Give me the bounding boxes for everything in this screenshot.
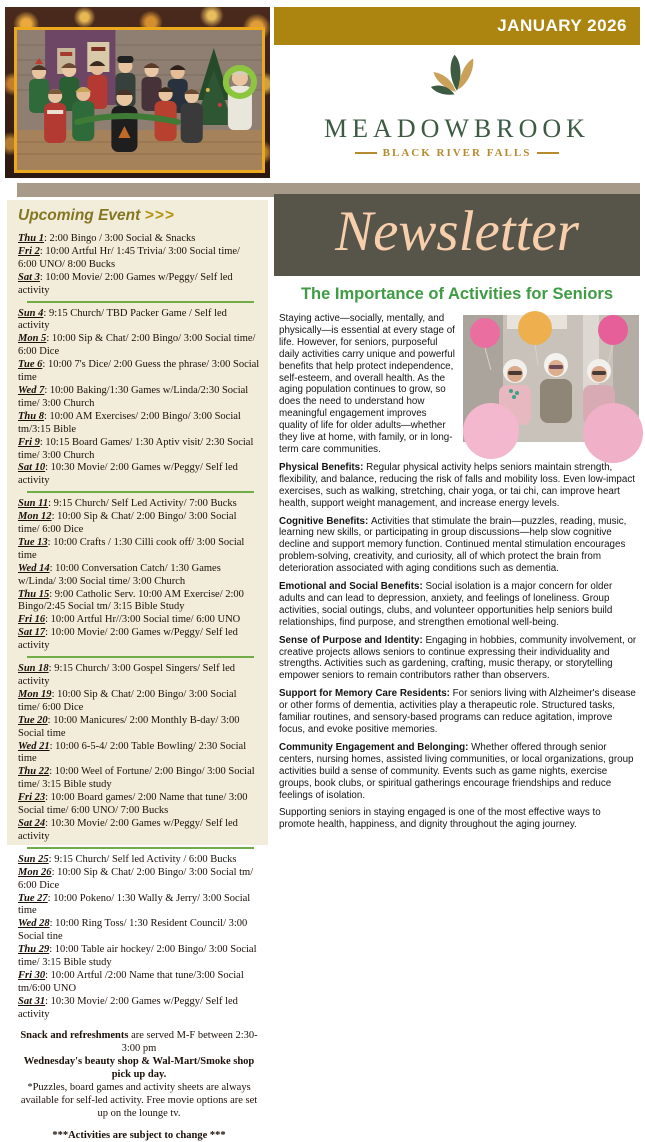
event-item: Thu 22: 10:00 Weel of Fortune/ 2:00 Bingo/ 3:00 Social time/ 3:15 Bible study — [18, 766, 255, 791]
event-item: Tue 6: 10:00 7's Dice/ 2:00 Guess the phrase/ 3:00 Social time — [18, 359, 260, 384]
event-day-label: Thu 1 — [18, 233, 44, 244]
article-paragraph: Sense of Purpose and Identity: Engaging in hobbies, community involvement, or creative projects allows seniors to continue expressing their individuality and strengths. Activities such as gardening, crafting, music therapy, or storytelling empower seniors to remain contributors rather than observers. — [279, 634, 637, 682]
event-item: Sun 11: 9:15 Church/ Self Led Activity/ 7:00 Bucks — [18, 498, 237, 510]
event-day-label: Mon 12 — [18, 511, 52, 523]
events-notes — [18, 1029, 260, 1142]
event-day-label: Wed 21 — [18, 740, 50, 752]
issue-date-banner — [274, 7, 640, 45]
article-paragraph: Supporting seniors in staying engaged is one of the most effective ways to promote health, happiness, and dignity throughout the aging journey. — [279, 807, 601, 831]
event-day-label: Mon 19 — [18, 688, 52, 700]
event-item: Tue 13: 10:00 Crafts / 1:30 Cilli cook off/ 3:00 Social time — [18, 536, 245, 561]
arrows-icon: >>> — [144, 207, 175, 224]
event-day-label: Tue 20 — [18, 714, 48, 726]
article-paragraph: Physical Benefits: Regular physical activity helps seniors maintain strength, flexibility, and balance, reducing the risk of falls and mobility loss. Even low-impact exercises, such as walking, stretching, chair yoga, or tai chi, can improve heart health, support weight management, and increase energy levels. — [279, 461, 635, 509]
seniors-photo — [463, 315, 639, 442]
event-item: Sat 3: 10:00 Movie/ 2:00 Games w/Peggy/ Self led activity — [18, 271, 233, 296]
issue-date: JANUARY 2026 — [497, 16, 627, 35]
event-item: Fri 16: 10:00 Artful Hr//3:00 Social time/ 6:00 UNO — [18, 614, 241, 626]
upcoming-events-title: Upcoming Event >>> — [18, 207, 175, 224]
brand-block — [274, 52, 640, 159]
event-week — [18, 663, 260, 844]
event-item: Sat 17: 10:00 Movie/ 2:00 Games w/Peggy/ Self led activity — [18, 627, 238, 652]
events-note: ***Activities are subject to change *** — [52, 1129, 226, 1141]
event-day-label: Sat 3 — [18, 271, 40, 283]
newsletter-title: Newsletter — [335, 199, 579, 263]
event-day-label: Sat 31 — [18, 995, 46, 1007]
event-item: Tue 27: 10:00 Pokeno/ 1:30 Wally & Jerry/ 3:00 Social time — [18, 892, 251, 917]
event-day-label: Tue 6 — [18, 359, 43, 371]
upcoming-events-panel — [7, 200, 268, 1141]
events-note: *Puzzles, board games and activity sheets are always available for self-led activity. Free movie options are set up on the lounge tv. — [20, 1081, 258, 1119]
article-paragraph: Staying active—socially, mentally, and physically—is essential at every stage of life. However, for seniors, purposeful daily activities carry unique and powerful benefits that help protect independence, self-esteem, and overall health. As the aging population continues to grow, so does the need to understand how meaningful engagement improves quality of life for older adults—whether they live at home, with family, or in long-term care communities. — [279, 313, 455, 455]
event-day-label: Tue 27 — [18, 892, 48, 904]
event-item: Thu 15: 9:00 Catholic Serv. 10:00 AM Exercise/ 2:00 Bingo/2:45 Social tm/ 3:15 Bible Study — [18, 588, 244, 613]
event-day-label: Sat 24 — [18, 817, 46, 829]
events-list — [18, 233, 260, 1022]
event-day-label: Thu 15 — [18, 588, 50, 600]
event-item: Mon 12: 10:00 Sip & Chat/ 2:00 Bingo/ 3:00 Social time/ 6:00 Dice — [18, 511, 237, 536]
event-item: Wed 28: 10:00 Ring Toss/ 1:30 Resident Council/ 3:00 Social tine — [18, 918, 248, 943]
week-divider — [27, 656, 254, 658]
meadowbrook-leaf-logo-icon — [426, 52, 488, 112]
event-item: Fri 9: 10:15 Board Games/ 1:30 Aptiv visit/ 2:30 Social time/ 3:00 Church — [18, 436, 254, 461]
event-week — [18, 854, 260, 1022]
event-day-label: Sun 18 — [18, 663, 49, 675]
week-divider — [27, 491, 254, 493]
event-day-label: Wed 14 — [18, 562, 50, 574]
event-week — [18, 498, 260, 653]
event-item: Sun 25: 9:15 Church/ Self led Activity / 6:00 Bucks — [18, 853, 237, 865]
event-item: Sat 31: 10:30 Movie/ 2:00 Games w/Peggy/ Self led activity — [18, 995, 238, 1020]
event-day-label: Thu 8 — [18, 410, 44, 422]
event-item: Fri 30: 10:00 Artful /2:00 Name that tune/3:00 Social tm/6:00 UNO — [18, 969, 244, 994]
event-day-label: Sun 11 — [18, 498, 49, 510]
event-item: Wed 14: 10:00 Conversation Catch/ 1:30 Games w/Linda/ 3:00 Social time/ 3:00 Church — [18, 562, 221, 587]
article-paragraph: Cognitive Benefits: Activities that stimulate the brain—puzzles, reading, music, learning new skills, or participating in group discussions—help slow cognitive decline and support memory function. Continued mental stimulation encourages problem-solving, creativity, and curiosity, all of which protect the brain from deterioration associated with aging conditions such as dementia. — [279, 515, 627, 575]
event-item: Wed 7: 10:00 Baking/1:30 Games w/Linda/2:30 Social time/ 3:00 Church — [18, 384, 249, 409]
event-day-label: Thu 22 — [18, 766, 50, 778]
seniors-photo-illustration — [463, 315, 639, 442]
newsletter-banner — [274, 194, 640, 276]
event-day-label: Mon 26 — [18, 866, 52, 878]
article-paragraph: Community Engagement and Belonging: Whether offered through senior centers, nursing homes, assisted living communities, or local organizations, group activities build a sense of community. Events such as game nights, exercise groups, book clubs, or spiritual gatherings encourage friendships and reduce feelings of isolation. — [279, 741, 634, 801]
event-item: Mon 26: 10:00 Sip & Chat/ 2:00 Bingo/ 3:00 Social tm/ 6:00 Dice — [18, 866, 254, 891]
events-note: Wednesday's beauty shop & Wal-Mart/Smoke shop pick up day. — [23, 1055, 255, 1080]
event-item: Mon 5: 10:00 Sip & Chat/ 2:00 Bingo/ 3:00 Social time/ 6:00 Dice — [18, 333, 256, 358]
event-item: Wed 21: 10:00 6-5-4/ 2:00 Table Bowling/ 2:30 Social time — [18, 740, 247, 765]
article-title: The Importance of Activities for Seniors — [300, 285, 614, 303]
brand-name: MEADOWBROOK — [324, 114, 590, 143]
event-day-label: Sat 17 — [18, 627, 46, 639]
event-week — [18, 308, 260, 489]
event-day-label: Mon 5 — [18, 333, 47, 345]
event-day-label: Fri 16 — [18, 614, 46, 626]
event-item: Thu 8: 10:00 AM Exercises/ 2:00 Bingo/ 3:00 Social tm/3:15 Bible — [18, 410, 241, 435]
event-item: Sun 18: 9:15 Church/ 3:00 Gospel Singers/ Self led activity — [18, 663, 236, 687]
brand-location: BLACK RIVER FALLS — [274, 147, 640, 159]
event-item: Fri 2: 10:00 Artful Hr/ 1:45 Trivia/ 3:00 Social time/ 6:00 UNO/ 8:00 Bucks — [18, 245, 240, 270]
event-item: Thu 29: 10:00 Table air hockey/ 2:00 Bingo/ 3:00 Social time/ 3:15 Bible study — [18, 944, 257, 969]
event-day-label: Wed 7 — [18, 384, 45, 396]
event-day-label: Fri 30 — [18, 969, 46, 981]
group-photo-frame — [14, 27, 265, 173]
event-item: Mon 19: 10:00 Sip & Chat/ 2:00 Bingo/ 3:00 Social time/ 6:00 Dice — [18, 688, 237, 713]
event-item: Sat 10: 10:30 Movie/ 2:00 Games w/Peggy/ Self led activity — [18, 462, 238, 487]
week-divider — [27, 847, 254, 849]
group-photo-illustration — [17, 30, 262, 170]
article-paragraph: Support for Memory Care Residents: For seniors living with Alzheimer's disease or other forms of dementia, activities play a therapeutic role. Structured tasks, familiar routines, and sensory-based programs can reduce agitation, improve focus, and evoke positive memories. — [279, 688, 636, 735]
group-photo — [5, 7, 270, 178]
event-item: Tue 20: 10:00 Manicures/ 2:00 Monthly B-day/ 3:00 Social time — [18, 714, 240, 739]
event-week — [18, 233, 260, 298]
event-day-label: Wed 28 — [18, 918, 50, 930]
event-day-label: Sun 4 — [18, 307, 44, 319]
event-day-label: Tue 13 — [18, 536, 48, 548]
event-item: Sat 24: 10:30 Movie/ 2:00 Games w/Peggy/ Self led activity — [18, 817, 238, 842]
event-item: Sun 4: 9:15 Church/ TBD Packer Game / Self led activity — [18, 307, 227, 332]
event-day-label: Fri 9 — [18, 436, 40, 448]
event-day-label: Thu 29 — [18, 944, 50, 956]
event-day-label: Sun 25 — [18, 853, 49, 865]
event-day-label: Sat 10 — [18, 462, 46, 474]
article-paragraph: Emotional and Social Benefits: Social isolation is a major concern for older adults and can lead to depression, anxiety, and feelings of loneliness. Group activities, social outings, clubs, and volunteer opportunities help seniors build relationships, find purpose, and strengthen emotional well-being. — [279, 581, 613, 628]
events-note: Snack and refreshments are served M-F between 2:30-3:00 pm — [20, 1029, 258, 1054]
event-item: Thu 1: 2:00 Bingo / 3:00 Social & Snacks — [18, 233, 196, 244]
event-item: Fri 23: 10:00 Board games/ 2:00 Name that tune/ 3:00 Social time/ 6:00 UNO/ 7:00 Bucks — [18, 792, 248, 817]
article-body — [279, 313, 639, 837]
event-day-label: Fri 23 — [18, 792, 46, 804]
event-day-label: Fri 2 — [18, 245, 40, 257]
week-divider — [27, 301, 254, 303]
